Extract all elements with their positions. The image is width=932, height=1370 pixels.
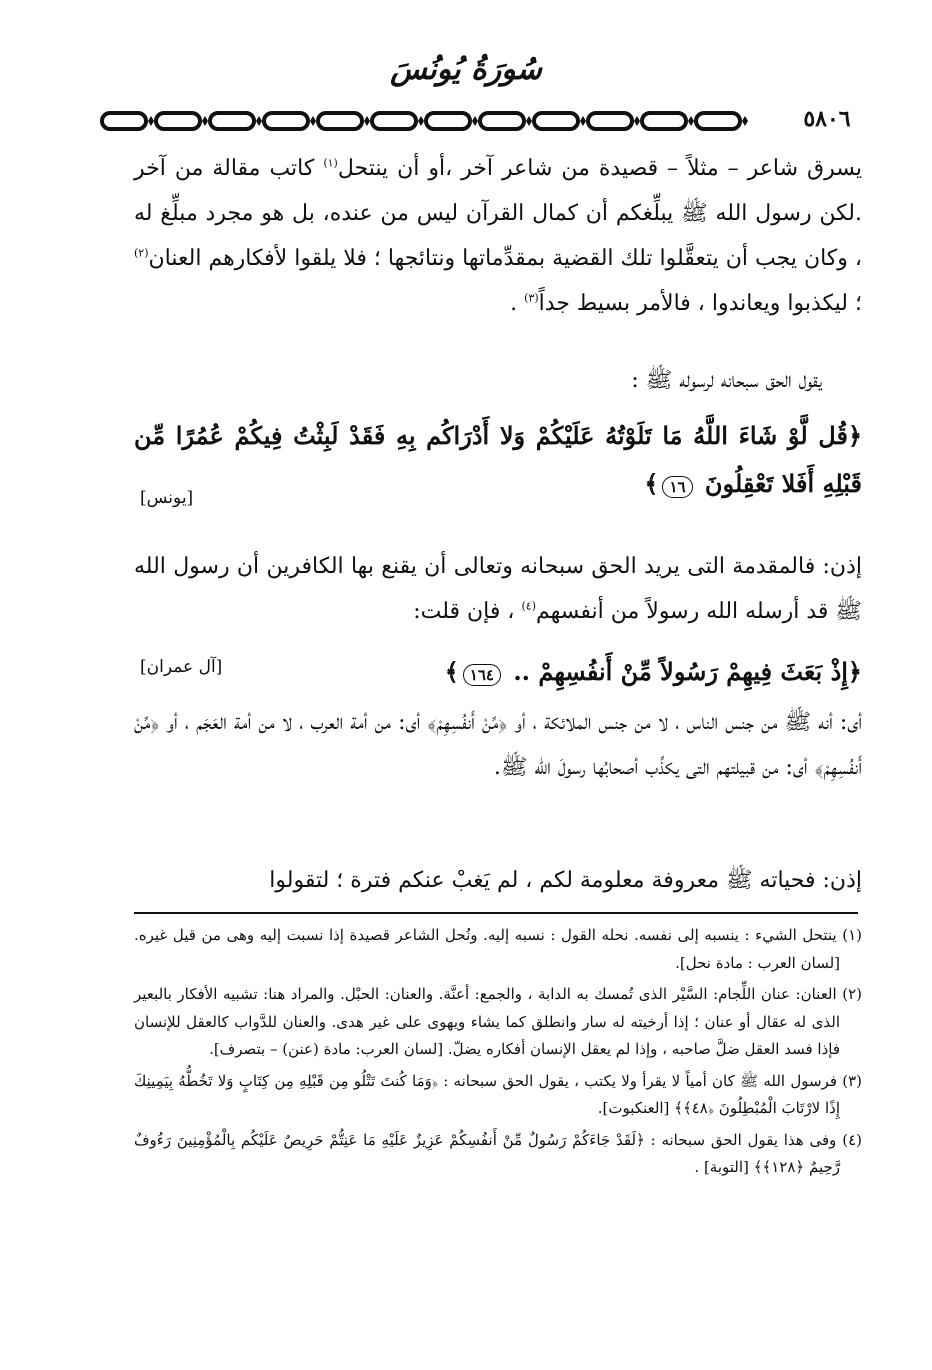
footnote-ref-3: (٣) [524, 291, 539, 305]
page-number: ٥٨٠٦ [772, 104, 882, 134]
footnote-divider [134, 912, 858, 914]
paragraph-3 [134, 544, 862, 634]
footnote-ref-2: (٢) [134, 246, 149, 260]
verse-text: ﴿قُل لَّوْ شَاءَ اللَّهُ مَا تَلَوْتُهُ عَلَيْكُمْ وَلا أَدْرَاكُم بِهِ فَقَدْ لَبِثْتُ فِيكُمْ عُمُرًا مِّن قَبْلِهِ أَفَلا تَعْقِلُونَ [134, 421, 862, 498]
paragraph-3-part-b: ، فإن قلت: [413, 599, 522, 624]
verse-reference-yunus: [يونس] [140, 488, 194, 508]
verse-number: ١٦٤ [463, 664, 501, 686]
footnotes [134, 922, 862, 1186]
quran-verse-al-imran-164 [202, 648, 862, 696]
footnote-3: (٣) فرسول الله ﷺ كان أمياً لا يقرأ ولا يكتب ، يقول الحق سبحانه : ﴿وَمَا كُنتَ تَتْلُو مِن قَبْلِهِ مِن كِتَابٍ وَلا تَخُطُّهُ بِيَمِينِكَ إِذًا لارْتَابَ الْمُبْطِلُونَ ﴿٤٨﴾﴾ [العنكبوت]. [134, 1071, 862, 1117]
verse-text: ﴿إِذْ بَعَثَ فِيهِمْ رَسُولاً مِّنْ أَنفُسِهِمْ .. [513, 657, 862, 686]
footnote-4: (٤) وفى هذا يقول الحق سبحانه : ﴿لَقَدْ جَاءَكُمْ رَسُولٌ مِّنْ أَنفُسِكُمْ عَزِيزٌ عَلَيْهِ مَا عَنِتُّمْ حَرِيصٌ عَلَيْكُم بِالْمُؤْمِنِينَ رَءُوفٌ رَّحِيمٌ ﴿١٢٨﴾﴾ [التوبة] . [134, 1130, 862, 1176]
paragraph-1-part-a: يسرق شاعر – مثلاً – قصيدة من شاعر آخر ،أو أن ينتحل [337, 156, 863, 181]
quran-verse-yunus-16 [134, 412, 862, 508]
verse-reference-al-imran: [آل عمران] [140, 657, 223, 677]
paragraph-5: إذن: فحياته ﷺ معروفة معلومة لكم ، لم يَغبْ عنكم فترة ؛ لتقولوا [269, 868, 862, 893]
header-ornament [100, 108, 880, 134]
footnote-ref-4: (٤) [521, 599, 536, 613]
paragraph-1-part-d: . [510, 291, 525, 316]
verse-close-bracket: ﴾ [644, 469, 659, 498]
footnote-2: (٢) العنان: عنان اللِّجام: السَّيْر الذى تُمسك به الدابة ، والجمع: أعنَّة. والعنان: الحبْل. والمراد هنا: تشبيه الأفكار بالبعير الذى له عقال أو عنان ؛ إذا أرخيته له سار وانطلق كما يشاء ويهوى على غير هدى. والعنان للدَّواب كالعقل للإنسان فإذا فسد العقل ضلَّ صاحبه ، وإذا لم يعقل الإنسان أفكاره يضلّ. [لسان العرب: مادة (عنن) – بتصرف]. [134, 985, 862, 1058]
paragraph-1-part-c: ؛ ليكذبوا ويعاندوا ، فالأمر بسيط جداً [538, 291, 862, 316]
paragraph-3-part-a: إذن: فالمقدمة التى يريد الحق سبحانه وتعالى أن يقنع بها الكافرين أن رسول الله ﷺ قد أرسله الله رسولاً من أنفسهم [134, 554, 862, 624]
verse-number: ١٦ [662, 476, 692, 498]
footnote-1: (١) ينتحل الشيء : ينسبه إلى نفسه. نحله القول : نسبه إليه. ونُحل الشاعر قصيدة إذا نسبت إليه وهى من قيل غيره. [لسان العرب : مادة نحل]. [134, 926, 862, 972]
paragraph-2: يقول الحق سبحانه لرسوله ﷺ : [631, 368, 822, 393]
paragraph-1-part-b: كاتب مقالة من آخر .لكن رسول الله ﷺ يبلِّغكم أن كمال القرآن ليس من عنده، بل هو مجرد مبلِّغ له ، وكان يجب أن يتعقَّلوا تلك القضية بمقدِّماتها ونتائجها ؛ فلا يلقوا لأفكارهم العنان [134, 156, 862, 271]
verse-close-bracket: ﴾ [444, 657, 459, 686]
footnote-ref-1: (١) [323, 156, 338, 170]
paragraph-1 [134, 146, 862, 326]
surah-title: سُورَةُ يُونُسَ [390, 52, 542, 87]
paragraph-4: أى: أنه ﷺ من جنس الناس ، لا من جنس الملائكة ، أو ﴿مِّنْ أَنفُسِهِمْ﴾ أى: من أمة العرب ، لا من أمة العَجَم ، أو ﴿مِّنْ أَنفُسِهِمْ﴾ أى: من قبيلتهم التى يكذِّب أصحابُها رسولَ الله ﷺ. [134, 710, 862, 780]
